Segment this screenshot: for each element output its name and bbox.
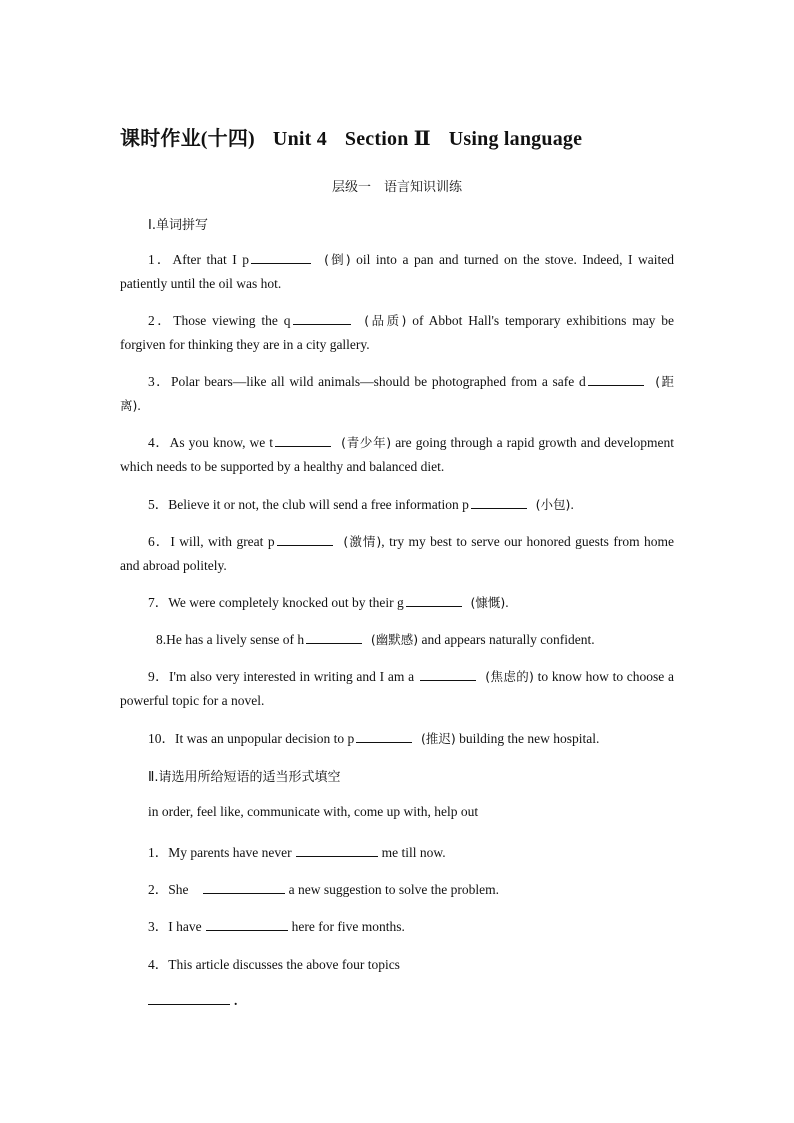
answer-blank[interactable] (471, 494, 527, 509)
part1-item-6: 6．I will, with great p (激情), try my best to serve our honored guests from home and abroad politely. (120, 530, 674, 578)
answer-blank[interactable] (148, 990, 230, 1005)
part1-item-3: 3．Polar bears—like all wild animals—should be photographed from a safe d (距离). (120, 370, 674, 418)
answer-blank[interactable] (296, 842, 378, 857)
part2-heading: Ⅱ.请选用所给短语的适当形式填空 (148, 770, 341, 785)
part1-item-7: 7．We were completely knocked out by their g (慷慨). (120, 591, 674, 615)
part2-item-2: 2．She a new suggestion to solve the problem. (148, 878, 499, 898)
part1-item-8: 8.He has a lively sense of h (幽默感) and appears naturally confident. (120, 628, 674, 652)
answer-blank[interactable] (203, 879, 285, 894)
part1-item-1: 1．After that I p (倒) oil into a pan and turned on the stove. Indeed, I waited patiently until the oil was hot. (120, 248, 674, 296)
answer-blank[interactable] (277, 531, 333, 546)
part2-item-4-answer-line: . (148, 990, 237, 1009)
answer-blank[interactable] (420, 666, 476, 681)
part2-item-4: 4．This article discusses the above four topics (148, 957, 400, 972)
part1-item-4: 4．As you know, we t (青少年) are going through a rapid growth and development which needs to be supported by a healthy and balanced diet. (120, 431, 674, 479)
part2-item-3: 3．I have here for five months. (148, 915, 405, 935)
title-section: Section Ⅱ (344, 128, 431, 150)
page-title (120, 122, 582, 151)
part1-item-5: 5．Believe it or not, the club will send a free information p (小包). (120, 493, 674, 517)
level-subtitle: 层级一 语言知识训练 (331, 180, 462, 195)
phrase-bank: in order, feel like, communicate with, come up with, help out (148, 804, 479, 819)
answer-blank[interactable] (206, 916, 288, 931)
title-cn: 课时作业(十四) (120, 128, 255, 150)
part2-item-1: 1．My parents have never me till now. (148, 841, 446, 861)
answer-blank[interactable] (306, 629, 362, 644)
title-unit: Unit 4 (272, 128, 327, 150)
part1-heading: Ⅰ.单词拼写 (148, 218, 208, 233)
answer-blank[interactable] (406, 592, 462, 607)
answer-blank[interactable] (356, 728, 412, 743)
part1-item-9: 9．I'm also very interested in writing and I am a (焦虑的) to know how to choose a powerful topic for a novel. (120, 665, 674, 713)
answer-blank[interactable] (275, 432, 331, 447)
title-topic: Using language (448, 128, 583, 150)
answer-blank[interactable] (588, 371, 644, 386)
part1-item-10: 10．It was an unpopular decision to p (推迟) building the new hospital. (120, 727, 674, 751)
part1-item-2: 2．Those viewing the q (品质) of Abbot Hall's temporary exhibitions may be forgiven for thinking they are in a city gallery. (120, 309, 674, 357)
answer-blank[interactable] (293, 310, 351, 325)
answer-blank[interactable] (251, 249, 311, 264)
